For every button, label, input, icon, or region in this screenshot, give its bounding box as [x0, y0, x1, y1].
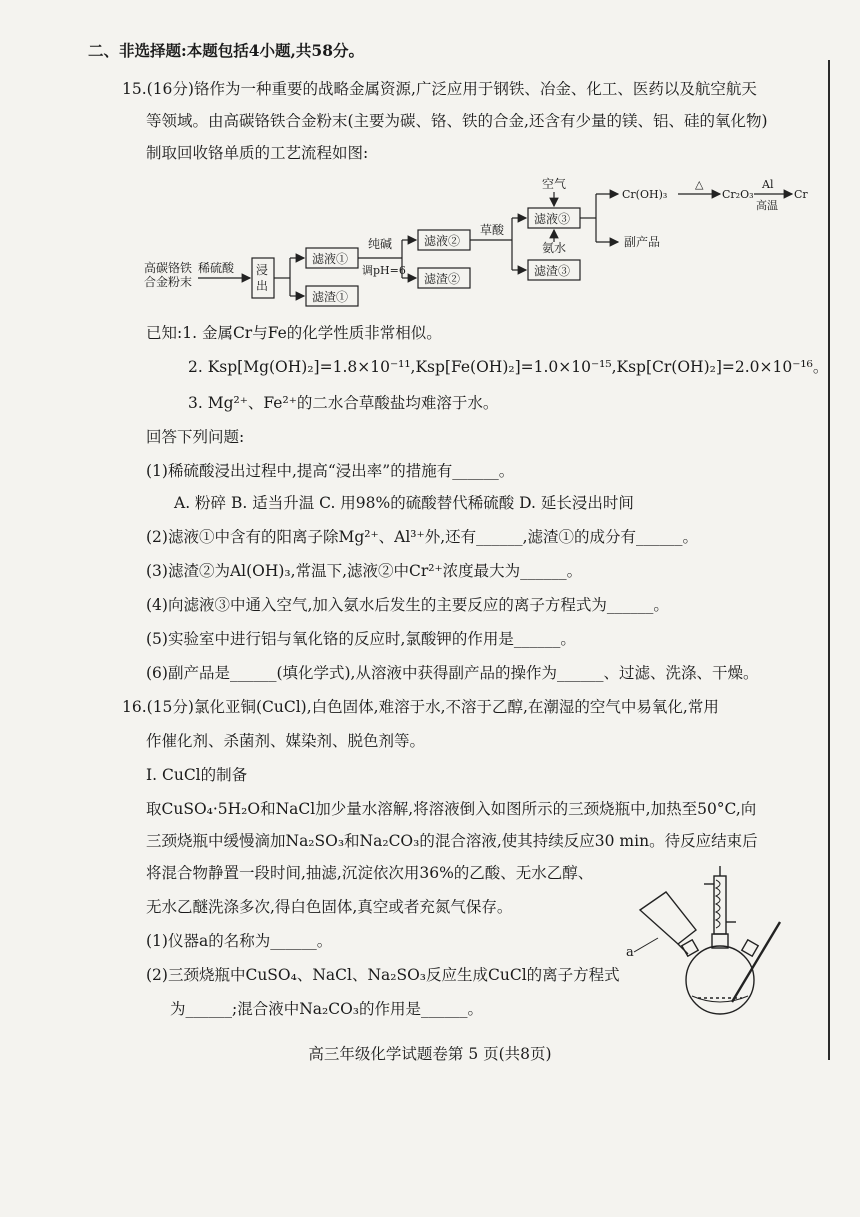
croh-label: Cr(OH)₃	[622, 188, 668, 201]
q15-part-3: (3)滤渣②为Al(OH)₃,常温下,滤液②中Cr²⁺浓度最大为______。	[146, 562, 583, 580]
q16-desc-4: 无水乙醚洗涤多次,得白色固体,真空或者充氮气保存。	[146, 898, 513, 916]
condenser-coil	[716, 880, 720, 928]
q16-desc-3: 将混合物静置一段时间,抽滤,沉淀依次用36%的乙酸、无水乙醇、	[146, 864, 594, 882]
soda-label-1: 纯碱	[368, 237, 393, 251]
byproduct-label: 副产品	[624, 235, 661, 249]
q16-desc-1: 取CuSO₄·5H₂O和NaCl加少量水溶解,将溶液倒入如图所示的三颈烧瓶中,加热至50°C,向	[146, 800, 757, 818]
label-a-leader	[634, 938, 658, 952]
left-neck	[682, 940, 698, 956]
dropping-funnel-a	[640, 892, 696, 944]
oxalic-label: 草酸	[480, 223, 505, 237]
known-2: 2. Ksp[Mg(OH)₂]=1.8×10⁻¹¹,Ksp[Fe(OH)₂]=1.0×10⁻¹⁵,Ksp[Cr(OH)₂]=2.0×10⁻¹⁶。	[188, 358, 829, 376]
filtrate3-label: 滤液③	[534, 212, 571, 226]
q15-part-1: (1)稀硫酸浸出过程中,提高“浸出率”的措施有______。	[146, 462, 515, 480]
answer-intro: 回答下列问题:	[146, 428, 245, 446]
ammonia-label: 氨水	[542, 241, 567, 255]
q16-part-1: (1)仪器a的名称为______。	[146, 932, 333, 950]
known-1: 已知:1. 金属Cr与Fe的化学性质非常相似。	[146, 324, 442, 342]
q15-line-2: 等领域。由高碳铬铁合金粉末(主要为碳、铬、铁的合金,还含有少量的镁、铝、硅的氧化物)	[146, 112, 768, 130]
soda-label-2: 调pH=6	[362, 264, 406, 277]
cr-label: Cr	[794, 188, 808, 201]
margin-rule	[828, 60, 830, 1060]
raw-material-label-1: 高碳铬铁	[144, 261, 193, 275]
filtrate2-label: 滤液②	[424, 234, 461, 248]
q16-line-1: 16.(15分)氯化亚铜(CuCl),白色固体,难溶于水,不溶于乙醇,在潮湿的空气中易氧化,常用	[122, 698, 719, 716]
label-a: a	[626, 945, 634, 960]
q16-desc-2: 三颈烧瓶中缓慢滴加Na₂SO₃和Na₂CO₃的混合溶液,使其持续反应30 min。待反应结束后	[146, 832, 758, 850]
three-neck-flask-apparatus	[620, 862, 830, 1022]
q15-part-5: (5)实验室中进行铝与氧化铬的反应时,氯酸钾的作用是______。	[146, 630, 576, 648]
q15-line-3: 制取回收铬单质的工艺流程如图:	[146, 144, 369, 162]
air-label: 空气	[542, 177, 567, 191]
residue3-label: 滤渣③	[534, 264, 571, 278]
q15-part-1-options: A. 粉碎 B. 适当升温 C. 用98%的硫酸替代稀硫酸 D. 延长浸出时间	[174, 494, 634, 512]
leach-label-1: 浸	[256, 263, 269, 277]
delta-label: △	[695, 178, 704, 191]
known-3: 3. Mg²⁺、Fe²⁺的二水合草酸盐均难溶于水。	[188, 394, 499, 412]
q15-part-2: (2)滤液①中含有的阳离子除Mg²⁺、Al³⁺外,还有______,滤渣①的成分有______。	[146, 528, 699, 546]
right-neck	[742, 940, 758, 956]
q15-part-6: (6)副产品是______(填化学式),从溶液中获得副产品的操作为______、过滤、洗涤、干燥。	[146, 664, 759, 682]
q16-subtitle: I. CuCl的制备	[146, 766, 248, 784]
filtrate1-label: 滤液①	[312, 252, 349, 266]
page-footer: 高三年级化学试题卷第 5 页(共8页)	[308, 1045, 552, 1063]
q16-line-2: 作催化剂、杀菌剂、媒染剂、脱色剂等。	[146, 732, 426, 750]
q16-part-2: (2)三颈烧瓶中CuSO₄、NaCl、Na₂SO₃反应生成CuCl的离子方程式	[146, 966, 620, 984]
thermometer	[732, 922, 780, 1002]
raw-material-label-2: 合金粉末	[144, 275, 193, 289]
process-flow-diagram	[140, 172, 820, 312]
q15-line-1: 15.(16分)铬作为一种重要的战略金属资源,广泛应用于钢铁、冶金、化工、医药以及航空航天	[122, 80, 757, 98]
residue1-label: 滤渣①	[312, 290, 349, 304]
section-title: 二、非选择题:本题包括4小题,共58分。	[88, 41, 364, 60]
al-label: Al	[762, 178, 774, 191]
acid-label: 稀硫酸	[198, 261, 235, 275]
high-temp-label: 高温	[756, 199, 778, 212]
residue2-label: 滤渣②	[424, 272, 461, 286]
flask-body	[686, 946, 754, 1014]
flask-liquid	[692, 996, 748, 1002]
cr2o3-label: Cr₂O₃	[722, 188, 754, 201]
leach-label-2: 出	[256, 279, 269, 293]
q15-part-4: (4)向滤液③中通入空气,加入氨水后发生的主要反应的离子方程式为______。	[146, 596, 669, 614]
q16-part-2b: 为______;混合液中Na₂CO₃的作用是______。	[170, 1000, 484, 1018]
